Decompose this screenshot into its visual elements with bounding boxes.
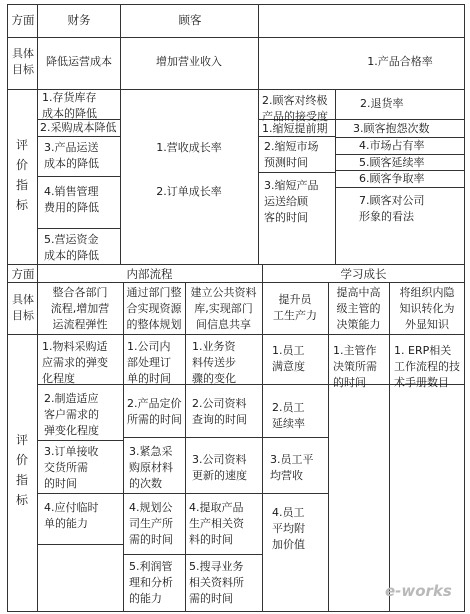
customer-metric-a: 3.缩短产品 运送给顾 客的时间	[264, 179, 319, 224]
customer-metric-a: 1.缩短提前期	[262, 122, 328, 135]
finance-metric: 1.存货库存 成本的降低	[42, 91, 97, 120]
customer-metric-b: 7.顾客对公司 形象的看法	[359, 194, 425, 223]
internal-metric-a: 2.制造适应 客户需求的 弹变化程度	[44, 392, 99, 437]
internal-metric-c: 3.公司资料 更新的速度	[192, 453, 247, 482]
customer-metric-b: 5.顾客延续率	[359, 156, 425, 169]
top-header-aspect: 方面	[11, 13, 35, 27]
finance-metric: 2.采购成本降低	[40, 121, 117, 134]
learning-metric-d: 4.员工 平均附 加价值	[272, 506, 305, 551]
bottom-objective-label: 具体 目标	[12, 293, 34, 322]
revenue-metric: 1.营收成长率	[156, 141, 222, 154]
internal-metric-c: 4.提取产品 生产相关资 料的时间	[189, 501, 244, 546]
bottom-header-aspect: 方面	[11, 267, 35, 281]
internal-metric-c: 1.业务资 料传送步 骤的变化	[192, 340, 236, 385]
internal-metric-a: 1.物料采购适 应需求的弹变 化程度	[42, 340, 108, 385]
bottom-objective: 整合各部门 流程,增加营 运流程弹性	[50, 286, 110, 331]
learning-metric-e: 1.主管作 决策所需 的时间	[333, 344, 377, 389]
objective-customer-a: 增加营业收入	[156, 55, 222, 68]
internal-metric-b: 3.紧急采 购原材料 的次数	[129, 445, 173, 490]
bottom-header-learning-growth: 学习成长	[340, 267, 387, 281]
customer-metric-b: 4.市场占有率	[359, 139, 425, 152]
customer-metric-b: 3.顾客抱怨次数	[353, 122, 430, 135]
top-header-customer: 顾客	[178, 13, 202, 27]
learning-metric-f: 1. ERP相关 工作流程的技 术手册数目	[394, 344, 460, 389]
internal-metric-a: 3.订单接收 交货所需 的时间	[44, 445, 99, 490]
customer-metric-b: 6.顾客争取率	[359, 172, 425, 185]
customer-metric-a: 2.顾客对终极 产品的接受度	[262, 94, 328, 123]
bottom-objective: 提升员 工生产力	[273, 293, 317, 322]
bottom-objective: 建立公共资料 库,实现部门 间信息共享	[190, 286, 257, 331]
watermark-logo: e-works	[385, 582, 452, 600]
internal-metric-c: 2.公司资料 查询的时间	[192, 397, 247, 426]
bottom-objective: 通过部门整 合实现资源 的整体规划	[126, 286, 182, 331]
learning-metric-d: 1.员工 满意度	[272, 344, 305, 373]
top-metrics-label: 评 价 指 标	[15, 138, 28, 212]
learning-metric-d: 3.员工平 均营收	[270, 453, 314, 482]
internal-metric-b: 5.利润管 理和分析 的能力	[129, 560, 173, 605]
bottom-metrics-label: 评 价 指 标	[15, 433, 28, 507]
internal-metric-a: 4.应付临时 单的能力	[44, 501, 99, 530]
finance-metric: 5.营运资金 成本的降低	[44, 233, 99, 262]
bottom-objective: 将组织内隐 知识转化为 外显知识	[399, 286, 455, 331]
objective-finance: 降低运营成本	[46, 55, 112, 68]
top-header-finance: 财务	[67, 13, 91, 27]
learning-metric-d: 2.员工 延续率	[272, 401, 305, 430]
customer-metric-a: 2.缩短市场 预测时间	[264, 140, 319, 169]
revenue-metric: 2.订单成长率	[156, 185, 222, 198]
internal-metric-b: 2.产品定价 所需的时间	[127, 397, 182, 426]
objective-customer-b: 1.产品合格率	[367, 55, 433, 68]
finance-metric: 4.销售管理 费用的降低	[44, 185, 99, 214]
customer-metric-b: 2.退货率	[360, 97, 404, 110]
finance-metric: 3.产品运送 成本的降低	[44, 141, 99, 170]
internal-metric-b: 1.公司内 部处理订 单的时间	[127, 340, 171, 385]
internal-metric-c: 5.搜寻业务 相关资料所 需的时间	[189, 560, 244, 605]
bottom-objective: 提高中高 级主管的 决策能力	[336, 286, 381, 331]
internal-metric-b: 4.规划公 司生产所 需的时间	[129, 501, 173, 546]
top-objective-label: 具体 目标	[12, 47, 34, 76]
bottom-header-internal-process: 内部流程	[126, 267, 173, 281]
